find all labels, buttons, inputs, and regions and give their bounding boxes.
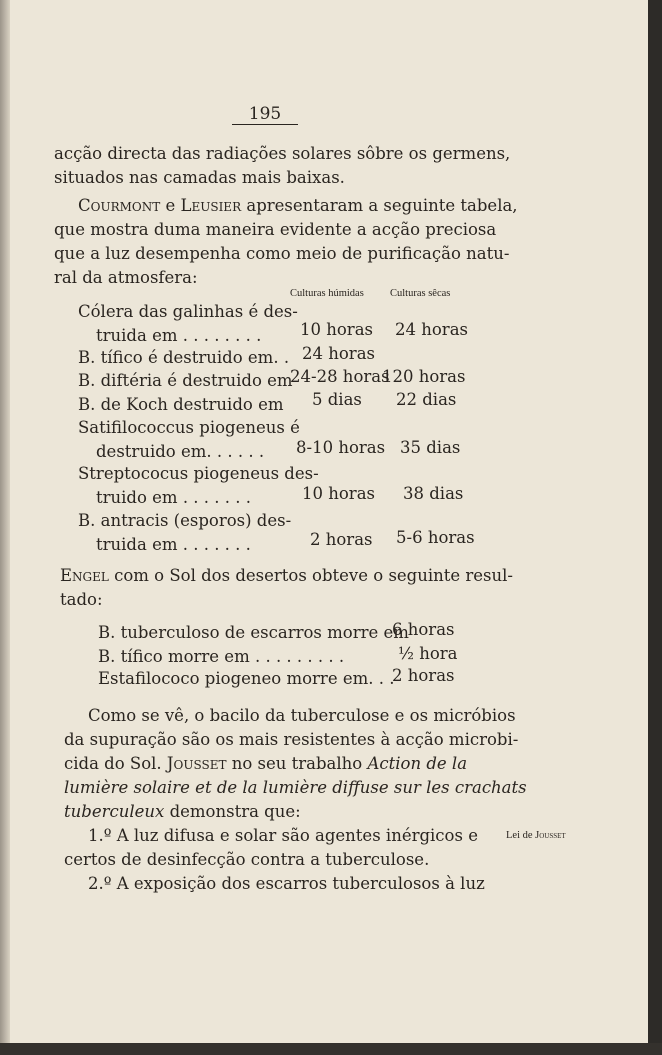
table-cell-humid: 2 horas: [310, 530, 373, 549]
table-cell-humid: 10 horas: [300, 320, 373, 339]
table-cell-dry: 38 dias: [403, 484, 464, 503]
table-cell-humid: 24-28 horas: [290, 367, 390, 386]
author-engel: Engel: [60, 566, 109, 585]
table-row-label: B. antracis (esporos) des-: [78, 511, 292, 530]
table-row-label: Estafilococo piogeneo morre em. . .: [98, 669, 395, 688]
table-cell-value: ½ hora: [398, 644, 458, 663]
page-number: 195: [248, 104, 282, 124]
table-cell-dry: 22 dias: [396, 390, 457, 409]
table-row-label: B. tífico morre em . . . . . . . . .: [98, 647, 345, 666]
table-cell-value: 2 horas: [392, 666, 455, 685]
table-row-label: Cólera das galinhas é des-: [78, 302, 298, 321]
table-row-label: B. tuberculoso de escarros morre em: [98, 623, 409, 642]
paragraph-3-line-1: Engel com o Sol dos desertos obteve o seguinte resul-: [60, 566, 514, 585]
work-title: Action de la: [367, 754, 468, 773]
margin-note: Lei de Jousset: [506, 830, 566, 841]
paragraph-4-line-1: Como se vê, o bacilo da tuberculose e os micróbios: [88, 706, 516, 725]
table-cell-dry: 24 horas: [395, 320, 468, 339]
table-cell-humid: 5 dias: [312, 390, 362, 409]
table-row-label: B. de Koch destruido em: [78, 395, 284, 414]
paragraph-4-line-3: cida do Sol. Jousset no seu trabalho Action de la: [64, 754, 468, 773]
paragraph-2-line-2: que mostra duma maneira evidente a acção preciosa: [54, 220, 497, 239]
list-item-1-line-1: 1.º A luz difusa e solar são agentes inérgicos e: [88, 826, 478, 845]
col-header-humid: Culturas húmidas: [290, 288, 364, 299]
table-row-label: B. diftéria é destruido em: [78, 371, 293, 390]
table-row-label: Satifilococcus piogeneus é: [78, 418, 300, 437]
author-jousset: Jousset: [166, 754, 227, 773]
table-cell-value: 6 horas: [392, 620, 455, 639]
list-item-2-line-1: 2.º A exposição dos escarros tuberculosos à luz: [88, 874, 485, 893]
paragraph-2-line-1: Courmont e Leusier apresentaram a seguinte tabela,: [78, 196, 518, 215]
table-cell-dry: 120 horas: [382, 367, 466, 386]
table-row-label: Streptococus piogeneus des-: [78, 464, 319, 483]
author-courmont: Courmont: [78, 196, 161, 215]
table-cell-humid: 24 horas: [302, 344, 375, 363]
paragraph-2-line-3: que a luz desempenha como meio de purificação natu-: [54, 244, 510, 263]
list-item-1-line-2: certos de desinfecção contra a tuberculose.: [64, 850, 430, 869]
page-number-rule: [232, 124, 298, 125]
page-gutter: [0, 0, 10, 1043]
table-cell-humid: 10 horas: [302, 484, 375, 503]
paragraph-3-line-2: tado:: [60, 590, 103, 609]
intro-line-1: acção directa das radiações solares sôbre os germens,: [54, 144, 511, 163]
paragraph-4-line-2: da supuração são os mais resistentes à acção microbi-: [64, 730, 519, 749]
paragraph-2-line-4: ral da atmosfera:: [54, 268, 198, 287]
table-cell-dry: 5-6 horas: [396, 528, 475, 547]
table-row-label: B. tífico é destruido em. .: [78, 348, 290, 367]
page-edge-shadow: [648, 0, 662, 1055]
col-header-dry: Culturas sêcas: [390, 288, 451, 299]
intro-line-2: situados nas camadas mais baixas.: [54, 168, 345, 187]
table-row-label: truida em . . . . . . .: [96, 535, 251, 554]
table-cell-dry: 35 dias: [400, 438, 461, 457]
table-cell-humid: 8-10 horas: [296, 438, 386, 457]
author-leusier: Leusier: [180, 196, 242, 215]
page-bottom-shadow: [0, 1043, 662, 1055]
paragraph-4-line-4: lumière solaire et de la lumière diffuse sur les crachats: [64, 778, 527, 797]
paragraph-4-line-5: tuberculeux demonstra que:: [64, 802, 301, 821]
table-row-label: truida em . . . . . . . .: [96, 326, 262, 345]
work-title-end: tuberculeux: [64, 802, 165, 821]
table-row-label: destruido em. . . . . .: [96, 442, 265, 461]
table-row-label: truido em . . . . . . .: [96, 488, 252, 507]
